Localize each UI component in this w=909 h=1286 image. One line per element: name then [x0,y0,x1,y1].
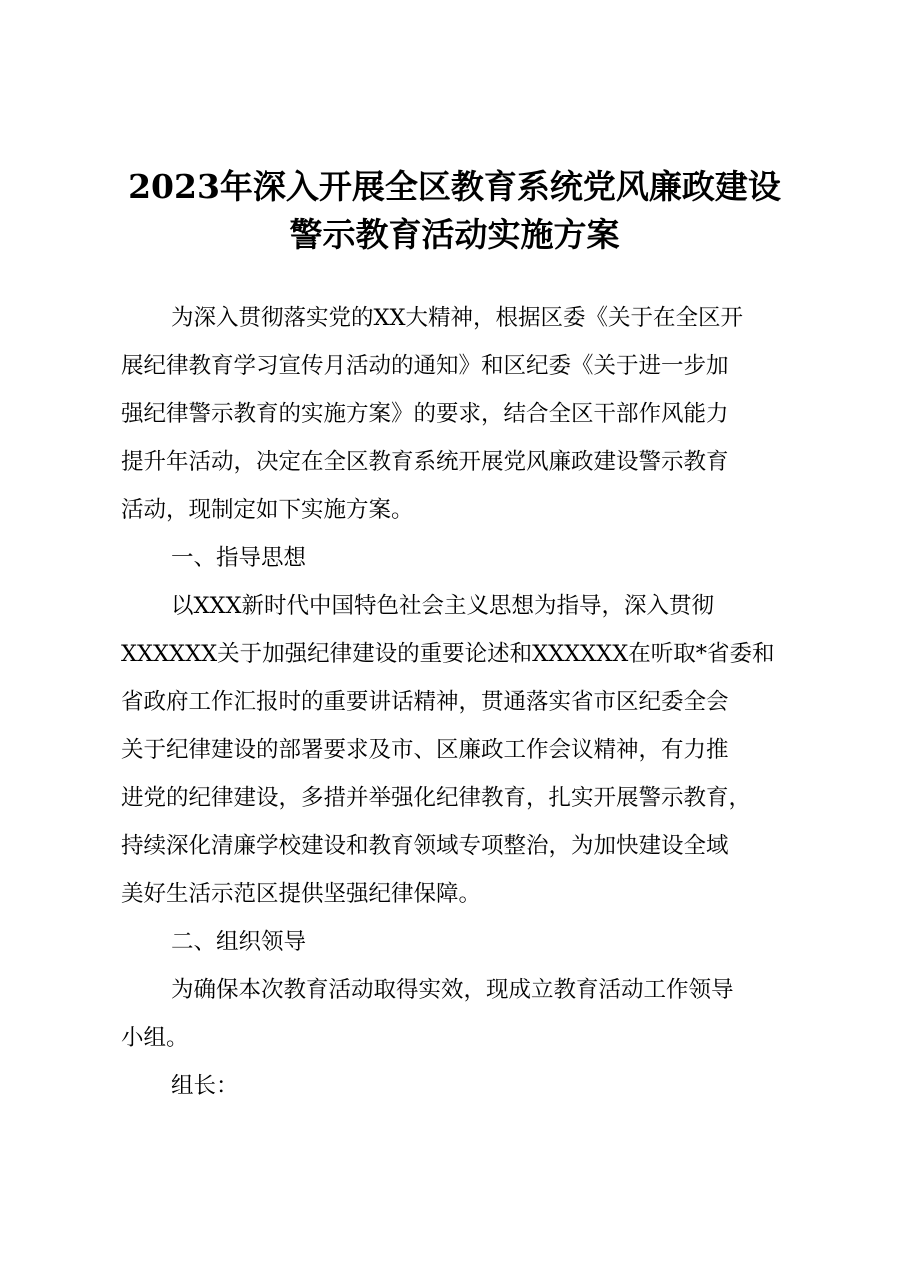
document-title-line-1: 2023年深入开展全区教育系统党风廉政建设 [128,167,781,206]
paragraph-line: 以XXX新时代中国特色社会主义思想为指导，深入贯彻 [171,593,715,619]
paragraph-line: 活动，现制定如下实施方案。 [121,497,414,523]
paragraph-line: 关于纪律建设的部署要求及市、区廉政工作会议精神，有力推 [121,737,729,763]
paragraph-line: 强纪律警示教育的实施方案》的要求，结合全区干部作风能力 [121,401,729,427]
paragraph-line: 为确保本次教育活动取得实效，现成立教育活动工作领导 [171,977,734,1003]
paragraph-line: 提升年活动，决定在全区教育系统开展党风廉政建设警示教育 [121,449,729,475]
section-heading-organization: 二、组织领导 [171,929,307,955]
section-heading-guiding-ideology: 一、指导思想 [171,545,307,571]
paragraph-line: 小组。 [121,1025,189,1051]
paragraph-line: 进党的纪律建设，多措并举强化纪律教育，扎实开展警示教育， [121,785,752,811]
paragraph-line: XXXXXX关于加强纪律建设的重要论述和XXXXXX在听取*省委和 [121,641,775,667]
paragraph-line: 展纪律教育学习宣传月活动的通知》和区纪委《关于进一步加 [121,353,729,379]
paragraph-line: 美好生活示范区提供坚强纪律保障。 [121,881,482,907]
group-leader-label: 组长： [171,1073,239,1099]
paragraph-line: 省政府工作汇报时的重要讲话精神，贯通落实省市区纪委全会 [121,689,729,715]
paragraph-line: 为深入贯彻落实党的XX大精神，根据区委《关于在全区开 [171,305,744,331]
document-title-line-2: 警示教育活动实施方案 [289,215,620,254]
paragraph-line: 持续深化清廉学校建设和教育领域专项整治，为加快建设全域 [121,833,729,859]
